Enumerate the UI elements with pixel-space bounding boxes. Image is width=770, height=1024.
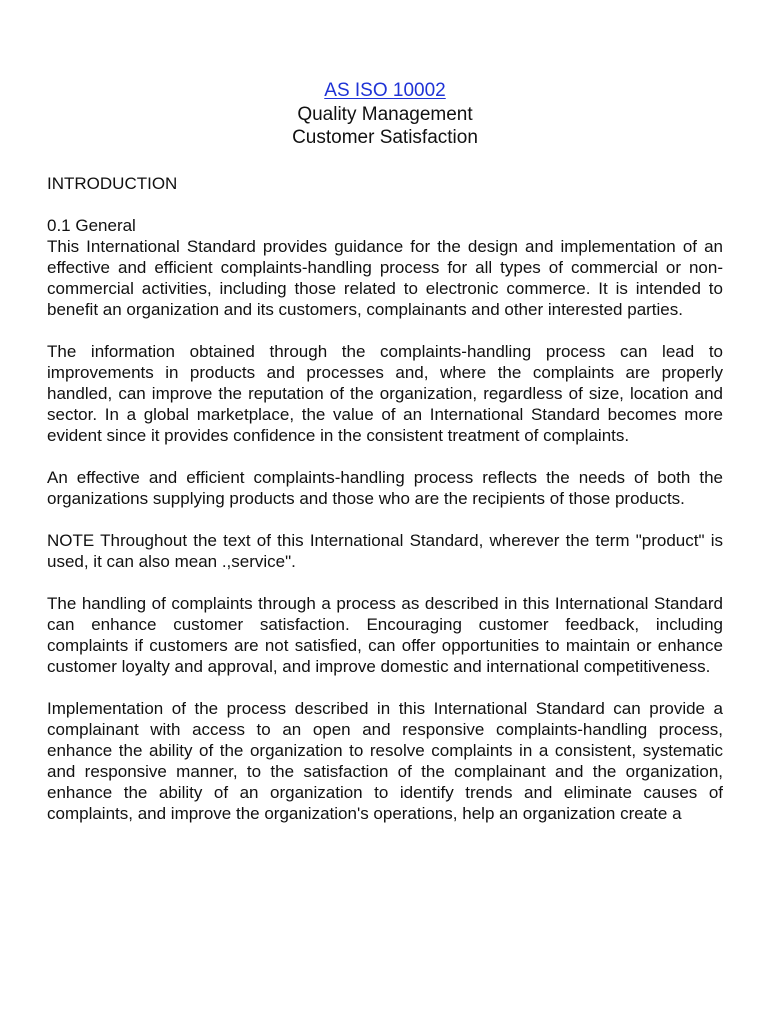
document-title-block: [0, 79, 770, 150]
general-section: [47, 215, 723, 824]
paragraph-handling: The handling of complaints through a process as described in this International Standard can enhance customer satisfaction. Encouraging customer feedback, including complaints if customers are not satisfied, can offer opportunities to maintain or enhance customer loyalty and approval, and improve domestic and international competitiveness.: [47, 594, 723, 676]
title-quality-management: Quality Management: [297, 103, 473, 125]
paragraph-note: NOTE Throughout the text of this International Standard, wherever the term "product" is used, it can also mean .,service".: [47, 531, 723, 571]
paragraph-effective-process: An effective and efficient complaints-handling process reflects the needs of both the organizations supplying products and those who are the recipients of those products.: [47, 468, 723, 508]
section-heading: INTRODUCTION: [47, 174, 178, 193]
standard-number-link[interactable]: AS ISO 10002: [324, 80, 446, 101]
title-customer-satisfaction: Customer Satisfaction: [292, 127, 478, 148]
paragraph-implementation: Implementation of the process described in this International Standard can provide a complainant with access to an open and responsive complaints-handling process, enhance the ability of the organization to resolve complaints in a consistent, systematic and responsive manner, to the satisfaction of the complainant and the organization, enhance the ability of an organization to identify trends and eliminate causes of complaints, and improve the organization's operations, help an organization create a: [47, 699, 723, 823]
subsection-heading: 0.1 General: [47, 216, 136, 235]
paragraph-general: [47, 215, 723, 320]
paragraph-text: This International Standard provides guidance for the design and implementation of an effective and efficient complaints-handling process for all types of commercial or non-commercial activities, including those related to electronic commerce. It is intended to benefit an organization and its customers, complainants and other interested parties.: [47, 237, 723, 319]
paragraph-information: The information obtained through the complaints-handling process can lead to improvements in products and processes and, where the complaints are properly handled, can improve the reputation of the organization, regardless of size, location and sector. In a global marketplace, the value of an International Standard becomes more evident since it provides confidence in the consistent treatment of complaints.: [47, 342, 723, 445]
